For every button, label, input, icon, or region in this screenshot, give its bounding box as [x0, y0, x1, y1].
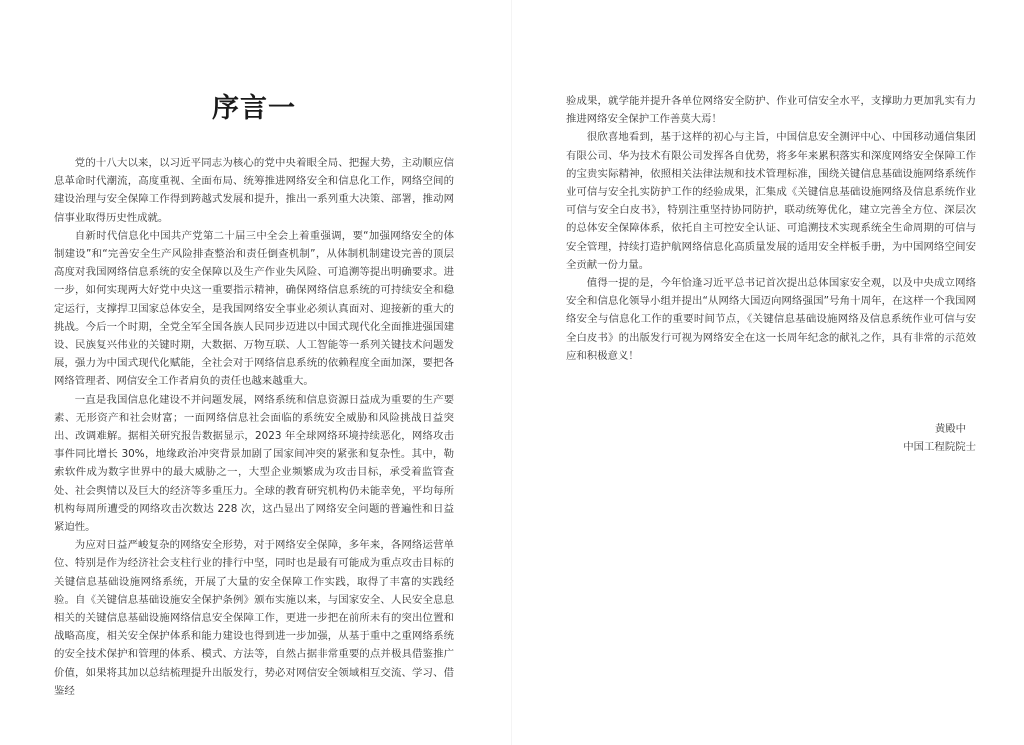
signature-organization: 中国工程院院士 [903, 441, 976, 453]
paragraph: 党的十八大以来，以习近平同志为核心的党中央着眼全局、把握大势，主动顺应信息革命时代潮流，高度重视、全面布局、统筹推进网络安全和信息化工作，网络空间的建设治理与安全保障工作得到跨越式发展和提升，推出一系列重大决策、部署，推动网信事业取得历史性成就。 [54, 157, 454, 224]
right-page [512, 0, 1024, 745]
paragraph: 一直是我国信息化建设不并问题发展，网络系统和信息资源日益成为重要的生产要素、无形资产和社会财富；一面网络信息社会面临的系统安全威胁和风险挑战日益突出、改调难解。据相关研究报告数据显示，2023 年全球网络环境持续恶化，网络攻击事件同比增长 30%，地缘政治冲突背景加剧了国家间冲突的紧张和复杂性。其中，勒索软件成为数字世界中的最大威胁之一，大型企业频繁成为攻击目标，承受着监管查处、社会舆情以及巨大的经济等多重压力。全球的教育研究机构仍未能幸免，平均每所机构每周所遭受的网络攻击次数达 228 次，这凸显出了网络安全问题的普遍性和日益紧迫性。 [54, 393, 454, 534]
paragraph: 很欣喜地看到，基于这样的初心与主旨，中国信息安全测评中心、中国移动通信集团有限公司、华为技术有限公司发挥各自优势，将多年来累积落实和深度网络安全保障工作的宝贵实际精神，依照相关法律法规和技术管理标准，围绕关键信息基础设施网络系统作业可信与安全扎实防护工作的经验成果，汇集成《关键信息基础设施网络及信息系统作业可信与安全白皮书》，特别注重坚持协同防护，联动统筹优化，建立完善全方位、深层次的总体安全保障体系，依托自主可控安全认证、可追溯技术实现系统全生命周期的可信与安全管理，持续打造护航网络信息化高质量发展的适用安全样板手册，为中国网络空间安全贡献一份力量。 [566, 131, 976, 271]
paragraph: 值得一提的是，今年恰逢习近平总书记首次提出总体国家安全观，以及中央成立网络安全和信息化领导小组并提出“从网络大国迈向网络强国”号角十周年，在这样一个我国网络安全与信息化工作的重要时间节点，《关键信息基础设施网络及信息系统作业可信与安全白皮书》的出版发行可视为网络安全在这一长周年纪念的献礼之作，具有非常的示范效应和积极意义！ [566, 277, 976, 362]
page-title: 序言一 [212, 93, 296, 124]
paragraph: 为应对日益严峻复杂的网络安全形势，对于网络安全保障，多年来，各网络运营单位、特别是作为经济社会支柱行业的排行中坚，同时也是最有可能成为重点攻击目标的关键信息基础设施网络系统，开展了大量的安全保障工作实践，取得了丰富的实践经验。自《关键信息基础设施安全保护条例》颁布实施以来，与国家安全、人民安全息息相关的关键信息基础设施网络信息安全保障工作，更进一步把在前所未有的突出位置和战略高度，相关安全保护体系和能力建设也得到进一步加强，从基于重中之重网络系统的安全技术保护和管理的体系、模式、方法等，自然占据非常重要的点并极具借鉴推广价值，如果将其加以总结梳理提升出版发行，势必对网信安全领域相互交流、学习、借鉴经 [54, 539, 454, 697]
signature-name: 黄殿中 [934, 423, 966, 435]
paragraph: 自新时代信息化中国共产党第二十届三中全会上着重强调，要“加强网络安全的体制建设”和“完善安全生产风险排查整治和责任倒查机制”，从体制机制建设完善的顶层高度对我国网络信息系统的安全保障以及生产作业失风险、可追溯等提出明确要求。进一步，如何实现两大好党中央这一重要指示精神，确保网络信息系统的可持续安全和稳定运行，支撑捍卫国家总体安全，是我国网络安全事业必须认真面对、迎接新的重大的挑战。今后一个时期，全党全军全国各族人民同步迈进以中国式现代化全面推进强国建设、民族复兴伟业的关键时期，大数据、万物互联、人工智能等一系列关键技术问题发展，强力为中国式现代化赋能，全社会对于网络信息系统的依赖程度全面加深，要把各网络管理者、网信安全工作者肩负的责任也越来越重大。 [54, 229, 454, 388]
paragraph-continued: 验成果，就学能并提升各单位网络安全防护、作业可信安全水平，支撑助力更加乳实有力推进网络安全保护工作善莫大焉！ [566, 95, 976, 126]
